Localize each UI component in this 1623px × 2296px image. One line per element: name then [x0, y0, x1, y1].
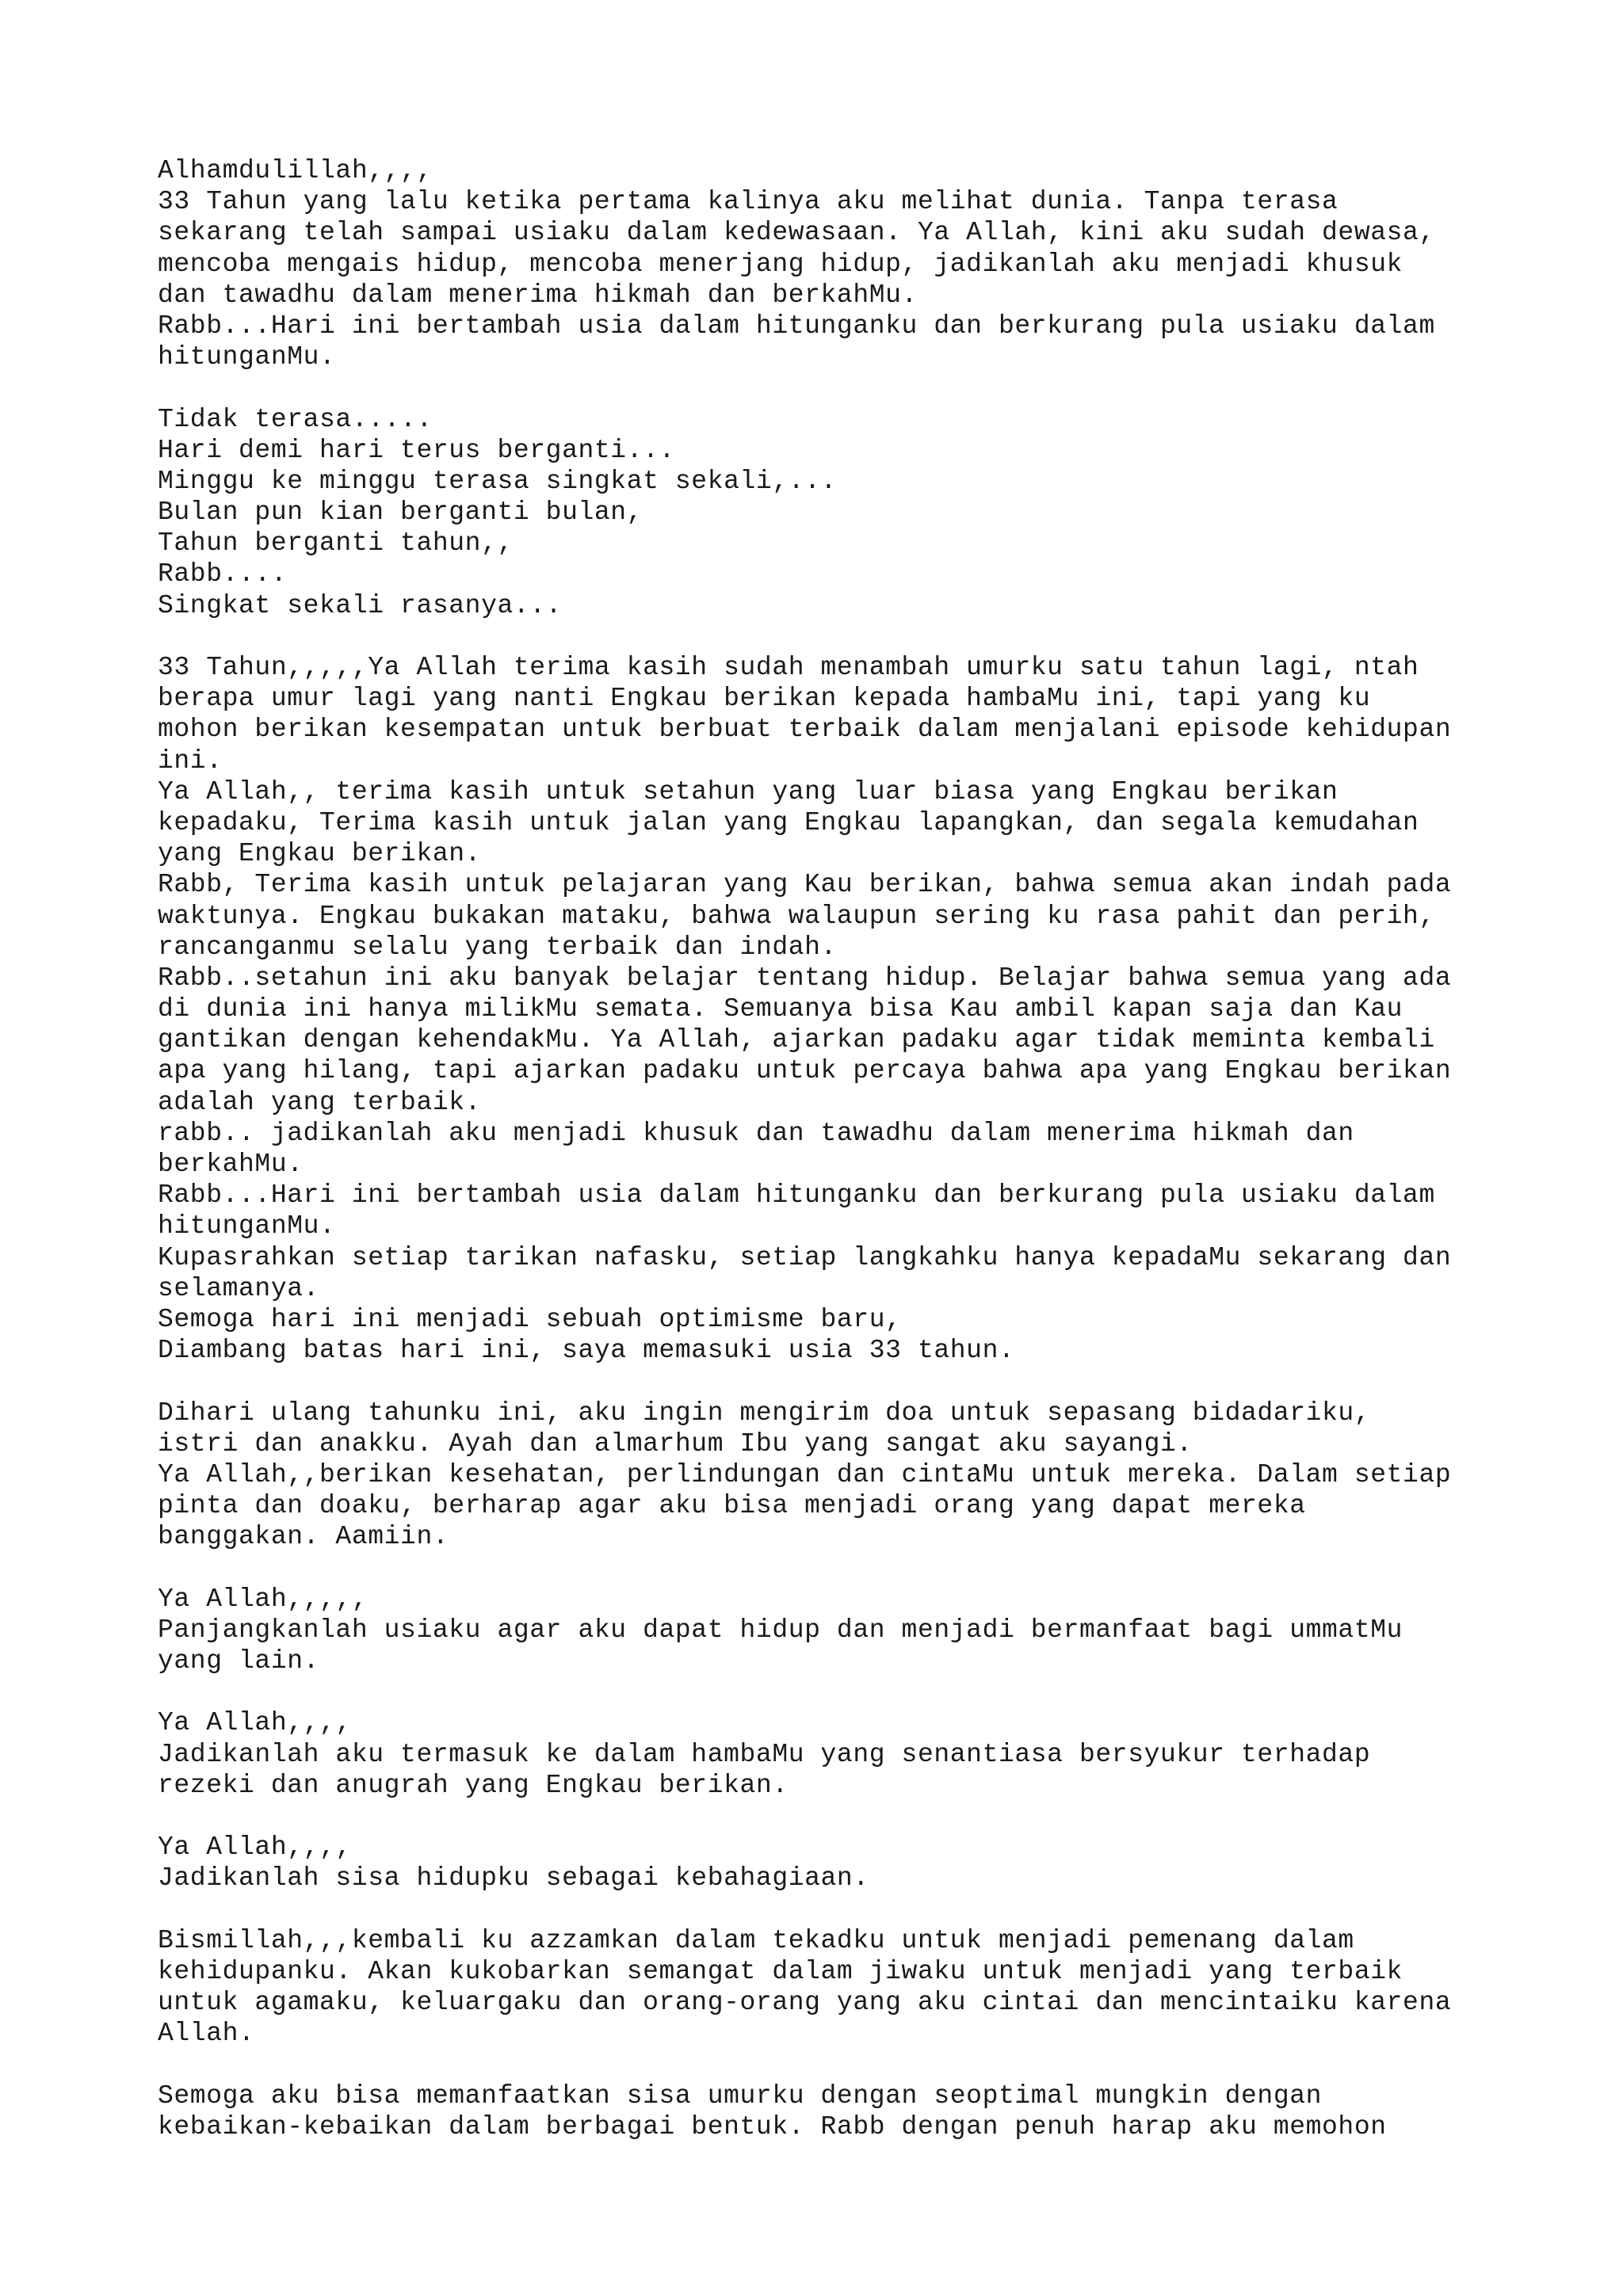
paragraph-7 [158, 1832, 1505, 1894]
text-line: rancanganmu selalu yang terbaik dan indah. [158, 932, 837, 962]
text-line: Diambang batas hari ini, saya memasuki usia 33 tahun. [158, 1336, 1015, 1366]
text-line: berkahMu. [158, 1150, 304, 1179]
text-line: gantikan dengan kehendakMu. Ya Allah, ajarkan padaku agar tidak meminta kembali [158, 1025, 1435, 1055]
text-line: untuk agamaku, keluargaku dan orang-orang yang aku cintai dan mencintaiku karena [158, 1988, 1452, 2018]
text-line: banggakan. Aamiin. [158, 1522, 449, 1552]
text-line: Minggu ke minggu terasa singkat sekali,... [158, 466, 837, 496]
text-line: rezeki dan anugrah yang Engkau berikan. [158, 1770, 789, 1800]
text-line: 33 Tahun,,,,,Ya Allah terima kasih sudah menambah umurku satu tahun lagi, ntah [158, 653, 1419, 682]
text-line: berapa umur lagi yang nanti Engkau berikan kepada hambaMu ini, tapi yang ku [158, 684, 1371, 714]
text-line: mencoba mengais hidup, mencoba menerjang hidup, jadikanlah aku menjadi khusuk [158, 249, 1403, 279]
paragraph-8 [158, 1925, 1505, 2050]
text-line: Ya Allah,, terima kasih untuk setahun yang luar biasa yang Engkau berikan [158, 776, 1338, 807]
text-line: yang lain. [158, 1646, 320, 1676]
text-line: mohon berikan kesempatan untuk berbuat terbaik dalam menjalani episode kehidupan [158, 715, 1452, 745]
paragraph-2 [158, 404, 1505, 621]
text-line: Allah. [158, 2019, 255, 2049]
text-line: Bismillah,,,kembali ku azzamkan dalam tekadku untuk menjadi pemenang dalam [158, 1925, 1354, 1955]
paragraph-1 [158, 155, 1505, 372]
text-line: Alhamdulillah,,,, [158, 156, 433, 185]
text-line: Rabb...Hari ini bertambah usia dalam hitunganku dan berkurang pula usiaku dalam [158, 1180, 1435, 1211]
document-page [158, 155, 1505, 2142]
text-line: Rabb..setahun ini aku banyak belajar tentang hidup. Belajar bahwa semua yang ada [158, 963, 1452, 993]
text-line: Ya Allah,,berikan kesehatan, perlindungan dan cintaMu untuk mereka. Dalam setiap [158, 1459, 1452, 1489]
text-line: Semoga aku bisa memanfaatkan sisa umurku dengan seoptimal mungkin dengan [158, 2081, 1323, 2111]
text-line: Dihari ulang tahunku ini, aku ingin mengirim doa untuk sepasang bidadariku, [158, 1398, 1371, 1428]
text-line: pinta dan doaku, berharap agar aku bisa menjadi orang yang dapat mereka [158, 1491, 1306, 1521]
text-line: ini. [158, 746, 223, 776]
text-line: Rabb...Hari ini bertambah usia dalam hitunganku dan berkurang pula usiaku dalam [158, 311, 1435, 341]
text-line: dan tawadhu dalam menerima hikmah dan berkahMu. [158, 280, 918, 310]
paragraph-5 [158, 1584, 1505, 1677]
text-line: Panjangkanlah usiaku agar aku dapat hidup dan menjadi bermanfaat bagi ummatMu [158, 1615, 1403, 1645]
text-line: waktunya. Engkau bukakan mataku, bahwa walaupun sering ku rasa pahit dan perih, [158, 901, 1435, 931]
text-line: kebaikan-kebaikan dalam berbagai bentuk. Rabb dengan penuh harap aku memohon [158, 2111, 1387, 2142]
paragraph-6 [158, 1707, 1505, 1801]
paragraph-4 [158, 1398, 1505, 1553]
text-line: Rabb.... [158, 559, 288, 589]
text-line: Ya Allah,,,, [158, 1708, 352, 1738]
text-line: adalah yang terbaik. [158, 1087, 482, 1117]
text-line: Rabb, Terima kasih untuk pelajaran yang Kau berikan, bahwa semua akan indah pada [158, 870, 1452, 900]
text-line: istri dan anakku. Ayah dan almarhum Ibu yang sangat aku sayangi. [158, 1428, 1193, 1459]
text-line: Hari demi hari terus berganti... [158, 435, 675, 465]
text-line: 33 Tahun yang lalu ketika pertama kalinya aku melihat dunia. Tanpa terasa [158, 187, 1338, 217]
text-line: selamanya. [158, 1273, 320, 1303]
text-line: yang Engkau berikan. [158, 839, 482, 869]
text-line: rabb.. jadikanlah aku menjadi khusuk dan tawadhu dalam menerima hikmah dan [158, 1118, 1354, 1148]
text-line: hitunganMu. [158, 1211, 336, 1241]
paragraph-3 [158, 652, 1505, 1366]
text-line: Ya Allah,,,,, [158, 1584, 369, 1614]
text-line: Singkat sekali rasanya... [158, 590, 563, 620]
text-line: di dunia ini hanya milikMu semata. Semuanya bisa Kau ambil kapan saja dan Kau [158, 994, 1403, 1024]
text-line: Ya Allah,,,, [158, 1833, 352, 1863]
text-line: Jadikanlah sisa hidupku sebagai kebahagiaan. [158, 1863, 869, 1894]
text-line: Kupasrahkan setiap tarikan nafasku, setiap langkahku hanya kepadaMu sekarang dan [158, 1242, 1452, 1272]
text-line: kepadaku, Terima kasih untuk jalan yang Engkau lapangkan, dan segala kemudahan [158, 807, 1419, 837]
text-line: Bulan pun kian berganti bulan, [158, 498, 643, 528]
text-line: Tahun berganti tahun,, [158, 528, 514, 559]
text-line: Semoga hari ini menjadi sebuah optimisme baru, [158, 1304, 902, 1334]
text-line: sekarang telah sampai usiaku dalam kedewasaan. Ya Allah, kini aku sudah dewasa, [158, 218, 1435, 248]
text-line: apa yang hilang, tapi ajarkan padaku untuk percaya bahwa apa yang Engkau berikan [158, 1056, 1452, 1086]
text-line: Jadikanlah aku termasuk ke dalam hambaMu yang senantiasa bersyukur terhadap [158, 1739, 1371, 1769]
paragraph-9 [158, 2081, 1505, 2142]
text-line: hitunganMu. [158, 342, 336, 372]
text-line: kehidupanku. Akan kukobarkan semangat dalam jiwaku untuk menjadi yang terbaik [158, 1956, 1403, 1986]
text-line: Tidak terasa..... [158, 404, 433, 434]
